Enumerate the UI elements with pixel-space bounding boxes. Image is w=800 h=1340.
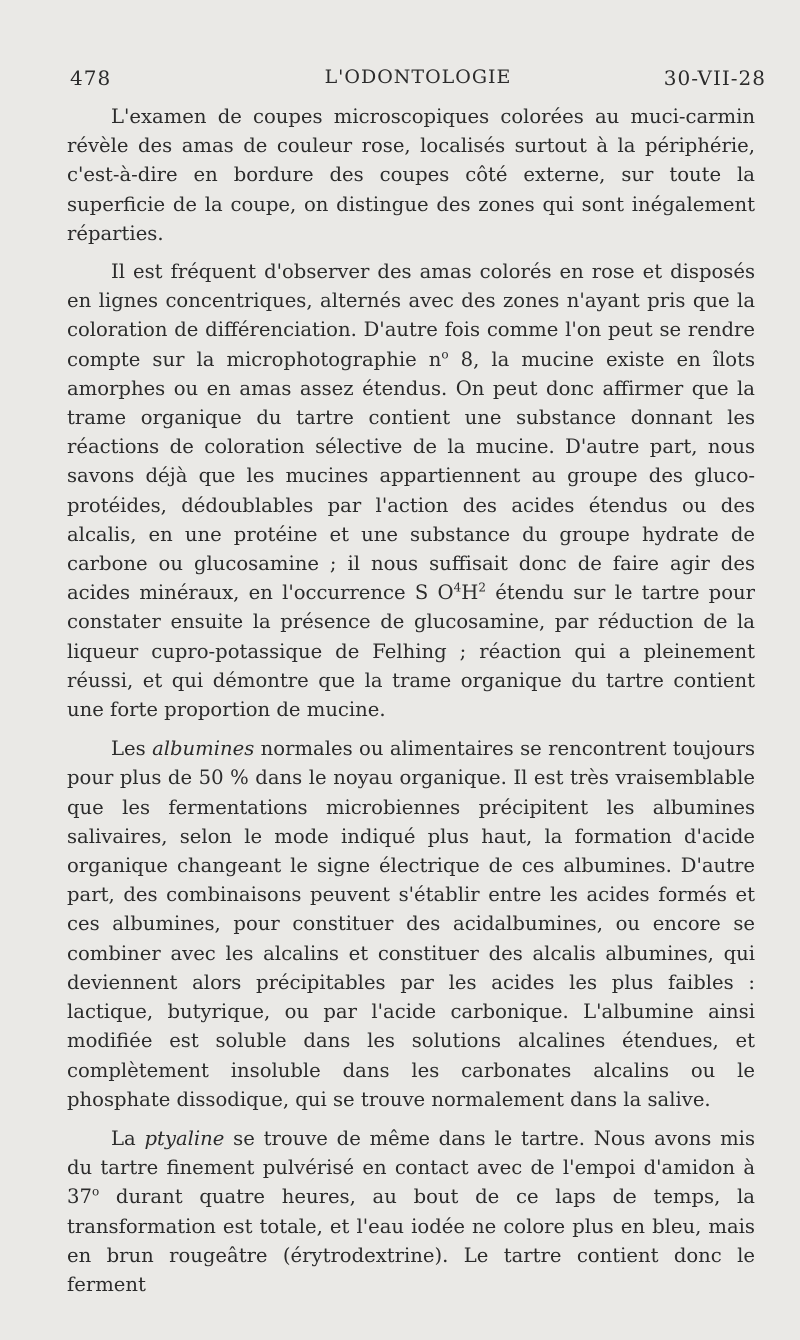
body-text: [67, 102, 755, 1299]
paragraph-muci-carmin: L'examen de coupes microscopiques colorées au muci-carmin révèle des amas de couleur rose, localisés surtout à la périphérie, c'est-à-dire en bordure des coupes côté externe, sur toute la superficie de la coupe, on distingue des zones qui sont inégalement réparties.: [67, 105, 755, 245]
paragraph-albumines-text: normales ou alimentaires se rencontrent toujours pour plus de 50 % dans le noyau organique. Il est très vraisemblable que les fermentations microbiennes précipitent les albumines salivaires, selon le mode indiqué plus haut, la formation d'acide organique changeant le signe électrique de ces albumines. D'autre part, des combinaisons peuvent s'établir entre les acides formés et ces albumines, pour constituer des acidalbumines, ou encore se combiner avec les alcalins et constituer des alcalis albumines, qui deviennent alors précipitables par les acides les plus faibles : lactique, butyrique, ou par l'acide carbonique. L'albumine ainsi modifiée est soluble dans les solutions alcalines étendues, et complètement insoluble dans les carbonates alcalins ou le phosphate dissodique, qui se trouve normalement dans la salive.: [67, 737, 756, 1111]
paragraph-ptyaline-lead: La: [111, 1126, 145, 1150]
paragraph-mucine-text-4: étendu sur le tartre pour constater ensuite la présence de glucosamine, par réduction de la liqueur cupro-potassique de Felhing ; réaction qui a pleinement réussi, et qui démontre que la trame organique du tartre contient une forte proportion de mucine.: [67, 581, 755, 722]
superscript-o: o: [441, 347, 449, 362]
paragraph-mucine-text-1: Il est fréquent d'observer des amas colorés en rose et disposés en lignes concentriques, alternés avec des zones n'ayant pris que la coloration de différenciation. D'autre fois comme l'on peut se rendre compte sur la microphotographie n: [67, 260, 755, 371]
superscript-4: 4: [453, 580, 462, 595]
paragraph-albumines-lead: Les: [111, 737, 153, 761]
page-number: 478: [70, 66, 112, 90]
paragraph-ptyaline-text-2: durant quatre heures, au bout de ce laps de temps, la transformation est totale, et l'eau iodée ne colore plus en bleu, mais en brun rougeâtre (érytrodextrine). Le tartre contient donc le ferment: [67, 1185, 755, 1296]
term-albumines: albumines: [152, 737, 255, 761]
paragraph-albumines: [67, 734, 755, 1114]
paragraph-ptyaline: [67, 1124, 755, 1299]
issue-date: 30-VII-28: [663, 66, 766, 90]
paragraph-mucine-text-2: 8, la mucine existe en îlots amorphes ou en amas assez étendus. On peut donc affirmer que la trame organique du tartre contient une substance donnant les réactions de coloration sélective de la mucine. D'autre part, nous savons déjà que les mucines appartiennent au groupe des gluco-protéides, dédoublables par l'action des acides étendus ou des alcalis, en une protéine et une substance du groupe hydrate de carbone ou glucosamine ; il nous suffisait donc de faire agir des acides minéraux, en l'occurrence S O: [67, 347, 756, 605]
paragraph-mucine: [67, 257, 755, 724]
page-header: [70, 66, 766, 96]
term-ptyaline: ptyaline: [144, 1126, 225, 1150]
superscript-degree: o: [91, 1184, 100, 1199]
superscript-2: 2: [478, 580, 486, 595]
paragraph-ptyaline-text-1: se trouve de même dans le tartre. Nous avons mis du tartre finement pulvérisé en contact avec de l'empoi d'amidon à 37: [67, 1126, 756, 1209]
paragraph-mucine-text-3: H: [461, 581, 479, 605]
running-title: L'ODONTOLOGIE: [324, 66, 512, 88]
